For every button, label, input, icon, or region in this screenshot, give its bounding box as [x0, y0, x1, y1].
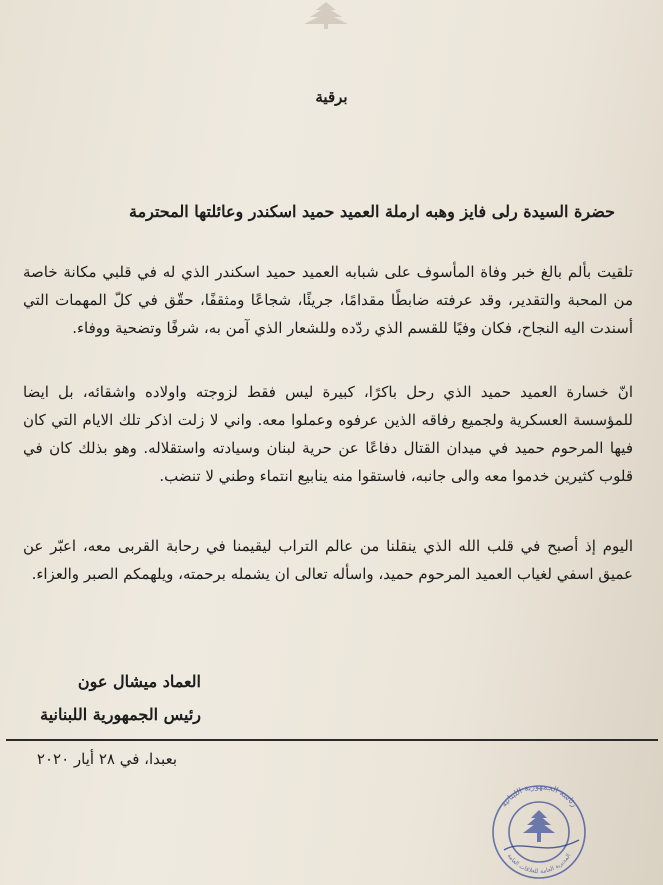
addressee-line: حضرة السيدة رلى فايز وهبه ارملة العميد حميد اسكندر وعائلتها المحترمة: [128, 202, 615, 221]
stamp-top-text: رئاسة الجمهورية اللبنانية: [499, 781, 579, 809]
letter-title: برقية: [315, 88, 348, 106]
paragraph-1: تلقيت بألم بالغ خبر وفاة المأسوف على شبابه العميد حميد اسكندر الذي له في قلبي مكانة خاصة من المحبة والتقدير، وقد عرفته ضابطًا مقدامًا، جريئًا، شجاعًا ومثقفًا، حقّق في كلّ المهمات التي أسندت اليه النجاح، فكان وفيًا للقسم الذي ردّده وللشعار الذي آمن به، شرفًا وتضحية ووفاء.: [23, 263, 633, 337]
paragraph-2: انّ خسارة العميد حميد الذي رحل باكرًا، كبيرة ليس فقط لزوجته واولاده واشقائه، بل ايضا للمؤسسة العسكرية ولجميع رفاقه الذين عرفوه وعملوا معه. واني لا زلت اذكر تلك الايام التي كان فيها المرحوم حميد في ميدان القتال دفاعًا عن حرية لبنان وسيادته واستقلاله. وهو بذلك كان في قلوب كثيرين خدموا معه والى جانبه، فاستقوا منه ينابيع انتماء وطني لا تنضب.: [23, 383, 633, 485]
stamp-cedar-icon: [523, 810, 555, 842]
signature-name: العماد ميشال عون: [77, 672, 201, 691]
svg-text:رئاسة الجمهورية اللبنانية: [499, 782, 579, 809]
cedar-emblem-icon: [296, 0, 356, 30]
presidency-stamp: [484, 780, 594, 880]
stamp-bottom-text: المديرية العامة للعلاقات العامة: [505, 852, 573, 876]
paragraph-3: اليوم إذ أصبح في قلب الله الذي ينقلنا من عالم التراب ليقيمنا في رحابة القربى معه، اعبّر عن عميق اسفي لغياب العميد المرحوم حميد، واسأله تعالى ان يشمله برحمته، ويلهمكم الصبر والعزاء.: [23, 537, 633, 583]
date-line: بعبدا، في ٢٨ أيار ٢٠٢٠: [36, 750, 177, 768]
signature-title: رئيس الجمهورية اللبنانية: [40, 705, 201, 724]
divider-line: [6, 739, 658, 741]
